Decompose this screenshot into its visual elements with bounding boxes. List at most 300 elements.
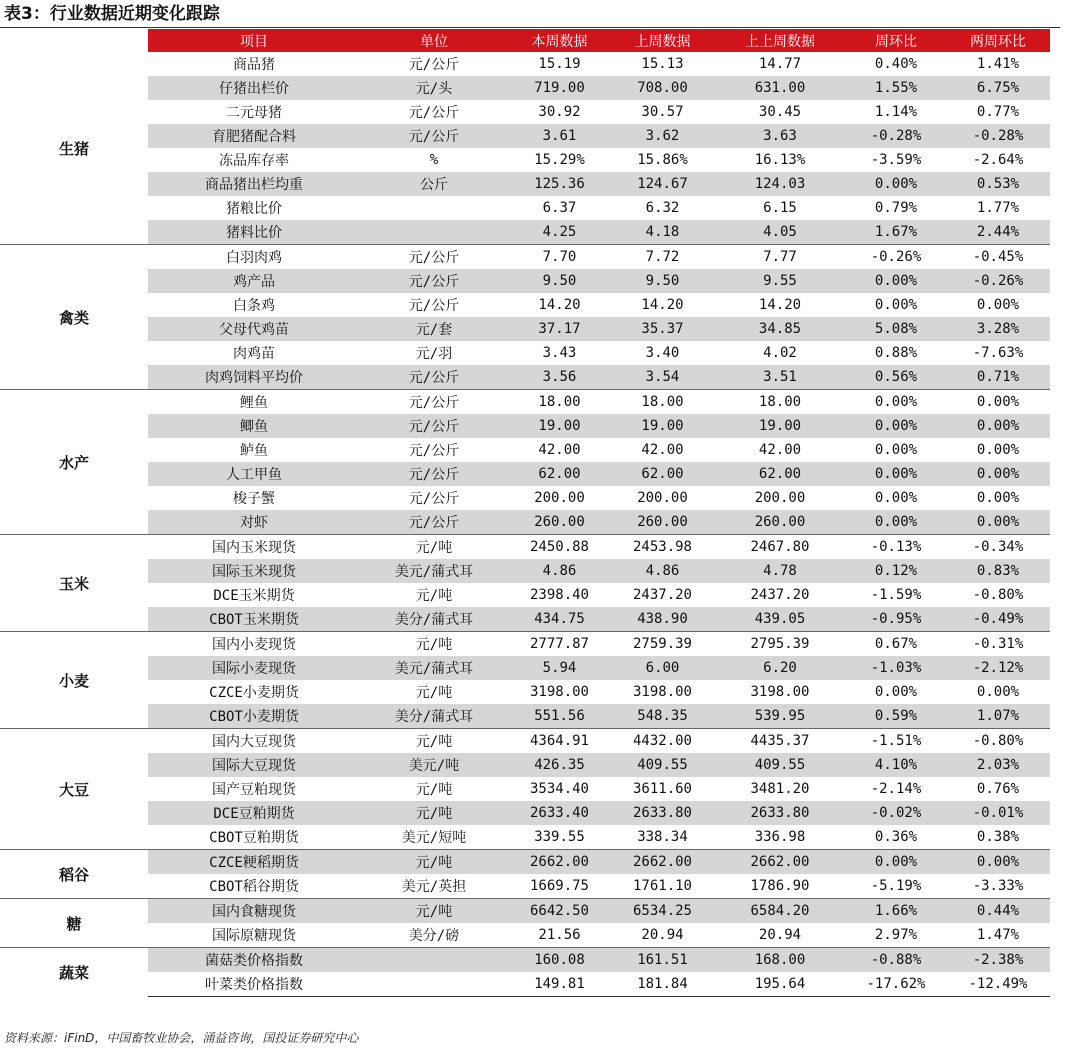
wow-change-cell: 0.00% bbox=[846, 850, 946, 875]
this-week-cell: 4.86 bbox=[508, 559, 611, 583]
wow-change-cell: -0.95% bbox=[846, 607, 946, 632]
two-weeks-ago-cell: 19.00 bbox=[714, 414, 846, 438]
two-week-change-cell: 0.44% bbox=[946, 899, 1050, 924]
unit-cell: 美元/吨 bbox=[360, 753, 508, 777]
this-week-cell: 9.50 bbox=[508, 269, 611, 293]
last-week-cell: 548.35 bbox=[611, 704, 714, 729]
last-week-cell: 3611.60 bbox=[632, 781, 692, 797]
two-weeks-ago-cell: 195.64 bbox=[714, 972, 846, 997]
item-cell: CBOT小麦期货 bbox=[148, 704, 360, 729]
two-week-change-cell: 0.38% bbox=[976, 829, 1020, 845]
item-cell: 国内玉米现货 bbox=[148, 535, 360, 560]
two-weeks-ago-cell: 2662.00 bbox=[714, 850, 846, 875]
wow-change-cell: 0.00% bbox=[874, 297, 918, 313]
last-week-cell: 62.00 bbox=[611, 462, 714, 486]
last-week-cell: 200.00 bbox=[637, 490, 688, 506]
two-week-change-cell: 0.71% bbox=[946, 365, 1050, 390]
two-week-change-cell: 0.83% bbox=[946, 559, 1050, 583]
last-week-cell: 2437.20 bbox=[632, 587, 692, 603]
item-cell: 商品猪出栏均重 bbox=[148, 172, 360, 196]
category-cell: 小麦 bbox=[0, 632, 148, 729]
table-row bbox=[0, 607, 1050, 632]
last-week-cell: 2662.00 bbox=[611, 850, 714, 875]
two-weeks-ago-cell: 200.00 bbox=[754, 490, 806, 506]
wow-change-cell: 0.00% bbox=[874, 442, 918, 458]
item-cell: CBOT稻谷期货 bbox=[209, 879, 299, 895]
wow-change-cell: 0.00% bbox=[846, 510, 946, 535]
category-cell: 稻谷 bbox=[0, 850, 148, 899]
item-cell: 白条鸡 bbox=[233, 298, 275, 314]
wow-change-cell: 0.12% bbox=[846, 559, 946, 583]
this-week-cell: 434.75 bbox=[508, 607, 611, 632]
wow-change-cell: 0.00% bbox=[846, 269, 946, 293]
this-week-cell: 37.17 bbox=[508, 317, 611, 341]
this-week-cell: 2777.87 bbox=[508, 632, 611, 657]
wow-change-cell: 0.56% bbox=[846, 365, 946, 390]
wow-change-cell: 0.00% bbox=[874, 684, 918, 700]
this-week-cell: 15.19 bbox=[538, 56, 581, 72]
two-weeks-ago-cell: 14.20 bbox=[758, 297, 802, 313]
two-weeks-ago-cell: 30.45 bbox=[758, 104, 802, 120]
two-week-change-cell: 0.76% bbox=[976, 781, 1020, 797]
item-cell: 国际大豆现货 bbox=[148, 753, 360, 777]
two-weeks-ago-cell: 2437.20 bbox=[750, 587, 810, 603]
two-week-change-cell: 6.75% bbox=[946, 76, 1050, 100]
two-weeks-ago-cell: 3.63 bbox=[714, 124, 846, 148]
wow-change-cell: -0.28% bbox=[846, 124, 946, 148]
two-weeks-ago-cell: 4.05 bbox=[714, 220, 846, 245]
this-week-cell: 3.61 bbox=[508, 124, 611, 148]
last-week-cell: 30.57 bbox=[641, 104, 684, 120]
wow-change-cell: 0.00% bbox=[846, 172, 946, 196]
table-row bbox=[0, 656, 1050, 680]
two-weeks-ago-cell: 34.85 bbox=[714, 317, 846, 341]
last-week-cell: 18.00 bbox=[611, 390, 714, 415]
this-week-cell: 2398.40 bbox=[529, 587, 589, 603]
unit-cell bbox=[360, 948, 508, 973]
two-weeks-ago-cell: 7.77 bbox=[714, 245, 846, 270]
unit-cell: 元/套 bbox=[360, 317, 508, 341]
last-week-cell: 438.90 bbox=[611, 607, 714, 632]
unit-cell: 公斤 bbox=[360, 172, 508, 196]
two-week-change-cell: -0.80% bbox=[972, 587, 1024, 603]
two-week-change-cell: 0.00% bbox=[946, 414, 1050, 438]
two-weeks-ago-cell: 409.55 bbox=[714, 753, 846, 777]
last-week-cell: 4.86 bbox=[611, 559, 714, 583]
unit-cell: 元/吨 bbox=[415, 782, 453, 798]
wow-change-cell: -0.88% bbox=[846, 948, 946, 973]
this-week-cell: 2633.40 bbox=[508, 801, 611, 825]
two-week-change-cell: -3.33% bbox=[972, 878, 1024, 894]
two-week-change-cell: 0.00% bbox=[946, 462, 1050, 486]
unit-cell: 元/吨 bbox=[415, 588, 453, 604]
unit-cell: 元/吨 bbox=[360, 535, 508, 560]
table-row bbox=[0, 317, 1050, 341]
two-weeks-ago-cell: 1786.90 bbox=[750, 878, 810, 894]
table-row bbox=[0, 486, 1050, 510]
last-week-cell: 3.54 bbox=[611, 365, 714, 390]
two-week-change-cell: 2.44% bbox=[946, 220, 1050, 245]
unit-cell: 元/公斤 bbox=[360, 269, 508, 293]
unit-cell: 美元/英担 bbox=[401, 879, 467, 895]
two-weeks-ago-cell: 336.98 bbox=[754, 829, 806, 845]
unit-cell: 美分/蒲式耳 bbox=[360, 607, 508, 632]
two-weeks-ago-cell: 16.13% bbox=[754, 152, 806, 168]
last-week-cell: 3.62 bbox=[611, 124, 714, 148]
item-cell: 商品猪 bbox=[233, 57, 275, 73]
this-week-cell: 62.00 bbox=[508, 462, 611, 486]
two-weeks-ago-cell: 6584.20 bbox=[714, 899, 846, 924]
last-week-cell: 6534.25 bbox=[611, 899, 714, 924]
last-week-cell: 9.50 bbox=[611, 269, 714, 293]
two-week-change-cell: 2.03% bbox=[946, 753, 1050, 777]
unit-cell: 元/公斤 bbox=[360, 124, 508, 148]
this-week-cell: 426.35 bbox=[508, 753, 611, 777]
this-week-cell: 5.94 bbox=[508, 656, 611, 680]
this-week-cell: 551.56 bbox=[508, 704, 611, 729]
this-week-cell: 339.55 bbox=[534, 829, 585, 845]
wow-change-cell: 4.10% bbox=[846, 753, 946, 777]
table-row bbox=[0, 632, 1050, 657]
two-weeks-ago-cell: 3198.00 bbox=[750, 684, 810, 700]
unit-cell: 元/公斤 bbox=[408, 57, 460, 73]
item-cell: DCE豆粕期货 bbox=[148, 801, 360, 825]
last-week-cell: 15.13 bbox=[641, 56, 684, 72]
table-row bbox=[0, 245, 1050, 270]
item-cell: 白羽肉鸡 bbox=[148, 245, 360, 270]
item-cell: 菌菇类价格指数 bbox=[148, 948, 360, 973]
unit-cell: 元/羽 bbox=[415, 346, 453, 362]
item-cell: 肉鸡苗 bbox=[233, 346, 275, 362]
two-week-change-cell: -0.31% bbox=[946, 632, 1050, 657]
two-week-change-cell: 0.00% bbox=[976, 297, 1020, 313]
item-cell: 鲫鱼 bbox=[148, 414, 360, 438]
last-week-cell: 15.86% bbox=[637, 152, 688, 168]
table-row bbox=[0, 753, 1050, 777]
two-week-change-cell: -2.64% bbox=[972, 152, 1024, 168]
last-week-cell: 181.84 bbox=[611, 972, 714, 997]
two-weeks-ago-cell: 4.78 bbox=[714, 559, 846, 583]
table-row bbox=[0, 729, 1050, 754]
table-row bbox=[0, 172, 1050, 196]
wow-change-cell: -2.14% bbox=[870, 781, 922, 797]
unit-cell bbox=[360, 196, 508, 220]
two-week-change-cell: -0.28% bbox=[946, 124, 1050, 148]
category-cell: 玉米 bbox=[0, 535, 148, 632]
unit-cell: 元/吨 bbox=[360, 632, 508, 657]
this-week-cell: 149.81 bbox=[508, 972, 611, 997]
item-cell: CZCE粳稻期货 bbox=[148, 850, 360, 875]
header-cell bbox=[0, 29, 148, 52]
this-week-cell: 3198.00 bbox=[529, 684, 589, 700]
table-row bbox=[0, 341, 1050, 365]
unit-cell: 元/公斤 bbox=[360, 390, 508, 415]
category-cell: 水产 bbox=[0, 390, 148, 535]
unit-cell: 美元/蒲式耳 bbox=[360, 656, 508, 680]
last-week-cell: 20.94 bbox=[641, 927, 684, 943]
category-cell: 糖 bbox=[0, 899, 148, 948]
table-row bbox=[0, 220, 1050, 245]
unit-cell: 元/吨 bbox=[360, 729, 508, 754]
last-week-cell: 1761.10 bbox=[632, 878, 692, 894]
last-week-cell: 6.00 bbox=[611, 656, 714, 680]
two-weeks-ago-cell: 2795.39 bbox=[714, 632, 846, 657]
two-weeks-ago-cell: 6.15 bbox=[763, 200, 797, 216]
wow-change-cell: -0.13% bbox=[846, 535, 946, 560]
unit-cell: 元/公斤 bbox=[360, 462, 508, 486]
item-cell: 国际小麦现货 bbox=[148, 656, 360, 680]
item-cell: 国际玉米现货 bbox=[148, 559, 360, 583]
item-cell: 鲈鱼 bbox=[240, 443, 268, 459]
two-week-change-cell: 1.47% bbox=[976, 927, 1020, 943]
this-week-cell: 2450.88 bbox=[508, 535, 611, 560]
two-weeks-ago-cell: 4.02 bbox=[763, 345, 797, 361]
two-week-change-cell: -0.26% bbox=[946, 269, 1050, 293]
two-week-change-cell: -7.63% bbox=[972, 345, 1024, 361]
this-week-cell: 1669.75 bbox=[529, 878, 589, 894]
last-week-cell: 2759.39 bbox=[611, 632, 714, 657]
unit-cell: 美分/蒲式耳 bbox=[360, 704, 508, 729]
last-week-cell: 338.34 bbox=[637, 829, 688, 845]
item-cell: 国内食糖现货 bbox=[148, 899, 360, 924]
item-cell: 猪料比价 bbox=[148, 220, 360, 245]
last-week-cell: 4432.00 bbox=[611, 729, 714, 754]
last-week-cell: 7.72 bbox=[611, 245, 714, 270]
wow-change-cell: -17.62% bbox=[846, 972, 946, 997]
two-weeks-ago-cell: 539.95 bbox=[714, 704, 846, 729]
two-week-change-cell: 3.28% bbox=[946, 317, 1050, 341]
table-row bbox=[0, 972, 1050, 997]
this-week-cell: 7.70 bbox=[508, 245, 611, 270]
table-row bbox=[0, 777, 1050, 801]
this-week-cell: 719.00 bbox=[508, 76, 611, 100]
wow-change-cell: 5.08% bbox=[846, 317, 946, 341]
last-week-cell: 708.00 bbox=[611, 76, 714, 100]
two-weeks-ago-cell: 260.00 bbox=[714, 510, 846, 535]
two-week-change-cell: 0.00% bbox=[976, 490, 1020, 506]
item-cell: 国际原糖现货 bbox=[212, 928, 296, 944]
item-cell: 梭子蟹 bbox=[233, 491, 275, 507]
two-week-change-cell: -0.34% bbox=[946, 535, 1050, 560]
wow-change-cell: 0.67% bbox=[846, 632, 946, 657]
last-week-cell: 161.51 bbox=[611, 948, 714, 973]
table-row bbox=[0, 196, 1050, 220]
unit-cell: 元/公斤 bbox=[360, 245, 508, 270]
two-week-change-cell: -2.38% bbox=[946, 948, 1050, 973]
table-row bbox=[0, 923, 1050, 948]
item-cell: 叶菜类价格指数 bbox=[148, 972, 360, 997]
header-row bbox=[0, 29, 1050, 52]
two-week-change-cell: 0.00% bbox=[976, 684, 1020, 700]
unit-cell: 元/公斤 bbox=[408, 298, 460, 314]
last-week-cell: 42.00 bbox=[641, 442, 684, 458]
two-weeks-ago-cell: 42.00 bbox=[758, 442, 802, 458]
two-weeks-ago-cell: 62.00 bbox=[714, 462, 846, 486]
industry-data-table bbox=[0, 29, 1050, 997]
two-weeks-ago-cell: 3481.20 bbox=[750, 781, 810, 797]
unit-cell: 元/吨 bbox=[360, 801, 508, 825]
two-week-change-cell: -0.45% bbox=[946, 245, 1050, 270]
unit-cell: 元/公斤 bbox=[408, 443, 460, 459]
wow-change-cell: 1.14% bbox=[874, 104, 918, 120]
item-cell: 二元母猪 bbox=[226, 105, 282, 121]
wow-change-cell: -1.03% bbox=[846, 656, 946, 680]
this-week-cell: 19.00 bbox=[508, 414, 611, 438]
two-weeks-ago-cell: 2467.80 bbox=[714, 535, 846, 560]
title-rule bbox=[0, 27, 1060, 28]
table-row bbox=[0, 293, 1050, 317]
two-week-change-cell: 0.77% bbox=[976, 104, 1020, 120]
unit-cell bbox=[360, 972, 508, 997]
unit-cell: 元/吨 bbox=[360, 899, 508, 924]
last-week-cell: 14.20 bbox=[641, 297, 684, 313]
two-week-change-cell: -0.80% bbox=[946, 729, 1050, 754]
this-week-cell: 4.25 bbox=[508, 220, 611, 245]
two-weeks-ago-cell: 168.00 bbox=[714, 948, 846, 973]
table-row bbox=[0, 438, 1050, 462]
table-row bbox=[0, 874, 1050, 899]
item-cell: 国内大豆现货 bbox=[148, 729, 360, 754]
header-cell: 周环比 bbox=[846, 29, 946, 52]
two-week-change-cell: 1.41% bbox=[976, 56, 1020, 72]
two-weeks-ago-cell: 6.20 bbox=[714, 656, 846, 680]
wow-change-cell: 0.00% bbox=[846, 462, 946, 486]
item-cell: 仔猪出栏价 bbox=[148, 76, 360, 100]
unit-cell: 元/吨 bbox=[415, 685, 453, 701]
item-cell: CZCE小麦期货 bbox=[209, 685, 299, 701]
this-week-cell: 14.20 bbox=[538, 297, 581, 313]
two-week-change-cell: 0.00% bbox=[976, 442, 1020, 458]
wow-change-cell: 1.67% bbox=[846, 220, 946, 245]
item-cell: 肉鸡饲料平均价 bbox=[148, 365, 360, 390]
item-cell: CBOT豆粕期货 bbox=[209, 830, 299, 846]
header-cell: 上上周数据 bbox=[714, 29, 846, 52]
two-week-change-cell: 0.00% bbox=[946, 510, 1050, 535]
unit-cell: 美元/蒲式耳 bbox=[360, 559, 508, 583]
wow-change-cell: 1.55% bbox=[846, 76, 946, 100]
this-week-cell: 15.29% bbox=[534, 152, 585, 168]
this-week-cell: 6.37 bbox=[542, 200, 577, 216]
last-week-cell: 35.37 bbox=[611, 317, 714, 341]
header-cell: 上周数据 bbox=[611, 29, 714, 52]
two-weeks-ago-cell: 3.51 bbox=[714, 365, 846, 390]
table-row bbox=[0, 825, 1050, 850]
item-cell: DCE玉米期货 bbox=[213, 588, 295, 604]
item-cell: 国内小麦现货 bbox=[148, 632, 360, 657]
item-cell: 国产豆粕现货 bbox=[212, 782, 296, 798]
this-week-cell: 21.56 bbox=[538, 927, 581, 943]
table-row bbox=[0, 52, 1050, 76]
two-week-change-cell: 0.53% bbox=[946, 172, 1050, 196]
source-note: 资料来源：iFinD，中国畜牧业协会，涌益咨询，国投证券研究中心 bbox=[4, 1031, 359, 1045]
category-cell: 禽类 bbox=[0, 245, 148, 390]
table-row bbox=[0, 899, 1050, 924]
two-week-change-cell: 0.00% bbox=[946, 390, 1050, 415]
table-row bbox=[0, 583, 1050, 607]
last-week-cell: 19.00 bbox=[611, 414, 714, 438]
wow-change-cell: -0.02% bbox=[846, 801, 946, 825]
two-week-change-cell: -12.49% bbox=[946, 972, 1050, 997]
wow-change-cell: 0.00% bbox=[846, 390, 946, 415]
last-week-cell: 3.40 bbox=[645, 345, 680, 361]
unit-cell: 元/公斤 bbox=[360, 365, 508, 390]
wow-change-cell: 0.79% bbox=[874, 200, 918, 216]
last-week-cell: 260.00 bbox=[611, 510, 714, 535]
unit-cell: 元/吨 bbox=[360, 850, 508, 875]
item-cell: 猪粮比价 bbox=[226, 201, 282, 217]
item-cell: 对虾 bbox=[148, 510, 360, 535]
this-week-cell: 2662.00 bbox=[508, 850, 611, 875]
table-row bbox=[0, 124, 1050, 148]
unit-cell: 元/头 bbox=[360, 76, 508, 100]
table-row bbox=[0, 948, 1050, 973]
table-body bbox=[0, 52, 1050, 997]
table-row bbox=[0, 100, 1050, 124]
unit-cell: 美元/短吨 bbox=[401, 830, 467, 846]
unit-cell bbox=[360, 220, 508, 245]
two-weeks-ago-cell: 14.77 bbox=[758, 56, 802, 72]
table-row bbox=[0, 269, 1050, 293]
two-week-change-cell: 1.07% bbox=[946, 704, 1050, 729]
this-week-cell: 18.00 bbox=[508, 390, 611, 415]
header-cell: 两周环比 bbox=[946, 29, 1050, 52]
last-week-cell: 2633.80 bbox=[611, 801, 714, 825]
header-cell: 单位 bbox=[360, 29, 508, 52]
item-cell: 冻品库存率 bbox=[219, 153, 289, 169]
table-row bbox=[0, 850, 1050, 875]
table-row bbox=[0, 704, 1050, 729]
category-cell: 大豆 bbox=[0, 729, 148, 850]
this-week-cell: 3.43 bbox=[542, 345, 577, 361]
item-cell: 人工甲鱼 bbox=[148, 462, 360, 486]
table-row bbox=[0, 801, 1050, 825]
table-row bbox=[0, 390, 1050, 415]
last-week-cell: 4.18 bbox=[611, 220, 714, 245]
wow-change-cell: -3.59% bbox=[870, 152, 922, 168]
table-row bbox=[0, 365, 1050, 390]
two-weeks-ago-cell: 631.00 bbox=[714, 76, 846, 100]
two-weeks-ago-cell: 20.94 bbox=[758, 927, 802, 943]
wow-change-cell: -0.26% bbox=[846, 245, 946, 270]
wow-change-cell: 0.36% bbox=[874, 829, 918, 845]
last-week-cell: 6.32 bbox=[645, 200, 680, 216]
unit-cell: 元/公斤 bbox=[360, 414, 508, 438]
item-cell: 鲤鱼 bbox=[148, 390, 360, 415]
two-week-change-cell: -0.01% bbox=[946, 801, 1050, 825]
last-week-cell: 124.67 bbox=[611, 172, 714, 196]
this-week-cell: 4364.91 bbox=[508, 729, 611, 754]
last-week-cell: 409.55 bbox=[611, 753, 714, 777]
wow-change-cell: 0.00% bbox=[874, 490, 918, 506]
header-cell: 项目 bbox=[148, 29, 360, 52]
this-week-cell: 260.00 bbox=[508, 510, 611, 535]
this-week-cell: 160.08 bbox=[508, 948, 611, 973]
wow-change-cell: 2.97% bbox=[874, 927, 918, 943]
this-week-cell: 30.92 bbox=[538, 104, 581, 120]
last-week-cell: 2453.98 bbox=[611, 535, 714, 560]
unit-cell: % bbox=[429, 152, 439, 168]
two-weeks-ago-cell: 124.03 bbox=[714, 172, 846, 196]
item-cell: CBOT玉米期货 bbox=[148, 607, 360, 632]
unit-cell: 美分/磅 bbox=[408, 928, 460, 944]
this-week-cell: 6642.50 bbox=[508, 899, 611, 924]
this-week-cell: 200.00 bbox=[534, 490, 585, 506]
category-cell: 蔬菜 bbox=[0, 948, 148, 997]
table-row bbox=[0, 414, 1050, 438]
this-week-cell: 42.00 bbox=[538, 442, 581, 458]
two-weeks-ago-cell: 18.00 bbox=[714, 390, 846, 415]
table-row bbox=[0, 680, 1050, 704]
